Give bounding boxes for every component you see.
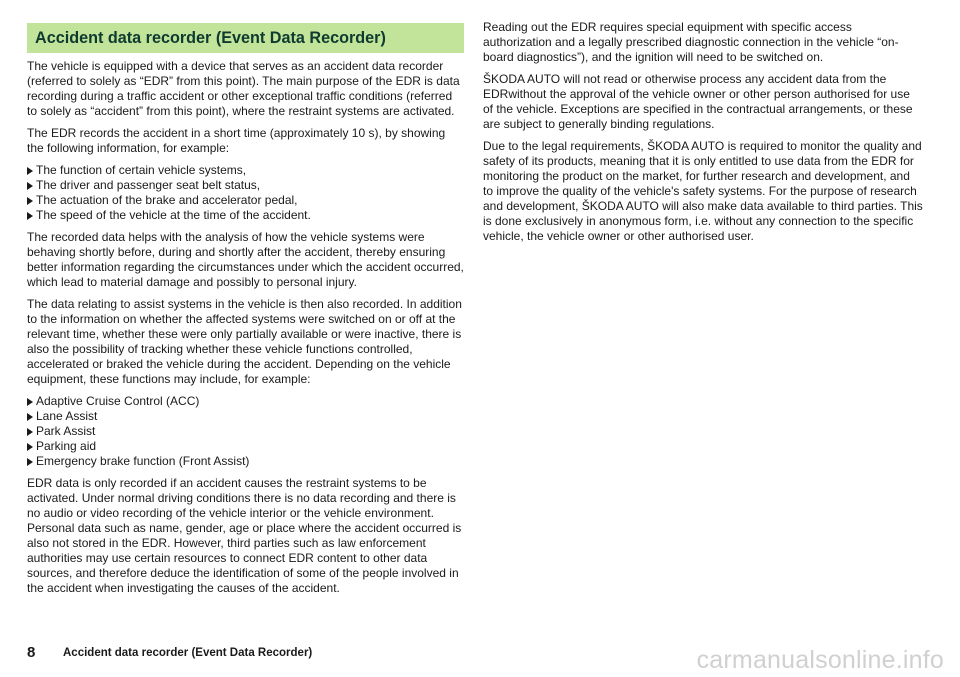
list-item-text: The function of certain vehicle systems, [36,163,247,177]
bullet-list [27,163,464,223]
paragraph: ŠKODA AUTO will not read or otherwise process any accident data from the EDRwithout the approval of the vehicle owner or other person authorised for use of the vehicle. Exceptions are specified in the contractual arrangements, or these are subject to generally binding regulations. [483,72,913,131]
paragraph: The recorded data helps with the analysis of how the vehicle systems were behaving shortly before, during and shortly after the accident, thereby ensuring better information regarding the circumstances under which the accident occurred, which lead to material damage and possibly to personal injury. [27,230,464,289]
paragraph: EDR data is only recorded if an accident causes the restraint systems to be activated. Under normal driving conditions there is no data recording and there is no audio or video recording of the vehicle interior or the vehicle environment. Personal data such as name, gender, age or place where the accident occurred is also not stored in the EDR. However, third parties such as law enforcement authorities may use certain resources to connect EDR content to other data sources, and therefore deduce the identification of some of the people involved in the accident when investigating the causes of the accident. [27,476,462,595]
footer-title: Accident data recorder (Event Data Recorder) [63,646,313,659]
list-item [27,178,464,193]
list-item-text: The actuation of the brake and accelerator pedal, [36,193,298,207]
list-item-text: Lane Assist [36,409,98,423]
arrow-bullet-icon [27,197,33,205]
page-number: 8 [27,644,36,661]
paragraph: The EDR records the accident in a short time (approximately 10 s), by showing the following information, for example: [27,126,446,155]
list-item [27,163,464,178]
paragraph: The vehicle is equipped with a device that serves as an accident data recorder (referred to solely as “EDR” from this point). The main purpose of the EDR is data recording during a traffic accident or other exceptional traffic conditions (referred to solely as “accident” from this point), where the restraint systems are activated. [27,59,460,118]
bullet-list [27,394,464,469]
list-item-text: Park Assist [36,424,96,438]
arrow-bullet-icon [27,182,33,190]
arrow-bullet-icon [27,413,33,421]
arrow-bullet-icon [27,428,33,436]
paragraph: Reading out the EDR requires special equipment with specific access authorization and a legally prescribed diagnostic connection in the vehicle “on-board diagnostics”), and the ignition will need to be switched on. [483,20,899,64]
left-column [27,20,464,603]
arrow-bullet-icon [27,443,33,451]
watermark: carmanualsonline.info [696,646,944,674]
arrow-bullet-icon [27,167,33,175]
right-column [483,20,923,251]
list-item-text: Adaptive Cruise Control (ACC) [36,394,200,408]
list-item-text: The speed of the vehicle at the time of the accident. [36,208,311,222]
list-item [27,394,464,409]
arrow-bullet-icon [27,212,33,220]
list-item [27,409,464,424]
arrow-bullet-icon [27,398,33,406]
paragraph: Due to the legal requirements, ŠKODA AUTO is required to monitor the quality and safety of its products, meaning that it is only entitled to use data from the EDR for monitoring the product on the market, for further research and development, and to improve the quality of the vehicle's safety systems. For the purpose of research and development, ŠKODA AUTO will also make data available to third parties. This is done exclusively in anonymous form, i.e. without any connection to the specific vehicle, the vehicle owner or other authorised user. [483,139,923,243]
list-item [27,424,464,439]
paragraph: The data relating to assist systems in the vehicle is then also recorded. In addition to the information on whether the affected systems were switched on or off at the relevant time, whether these were only partially available or were inactive, there is also the possibility of tracking whether these vehicle functions controlled, accelerated or braked the vehicle during the accident. Depending on the vehicle equipment, these functions may include, for example: [27,297,462,386]
list-item-text: The driver and passenger seat belt status, [36,178,261,192]
arrow-bullet-icon [27,458,33,466]
list-item [27,193,464,208]
list-item [27,208,464,223]
list-item [27,454,464,469]
section-heading: Accident data recorder (Event Data Recorder) [27,23,464,53]
list-item [27,439,464,454]
page-footer [27,644,312,661]
list-item-text: Parking aid [36,439,97,453]
list-item-text: Emergency brake function (Front Assist) [36,454,250,468]
